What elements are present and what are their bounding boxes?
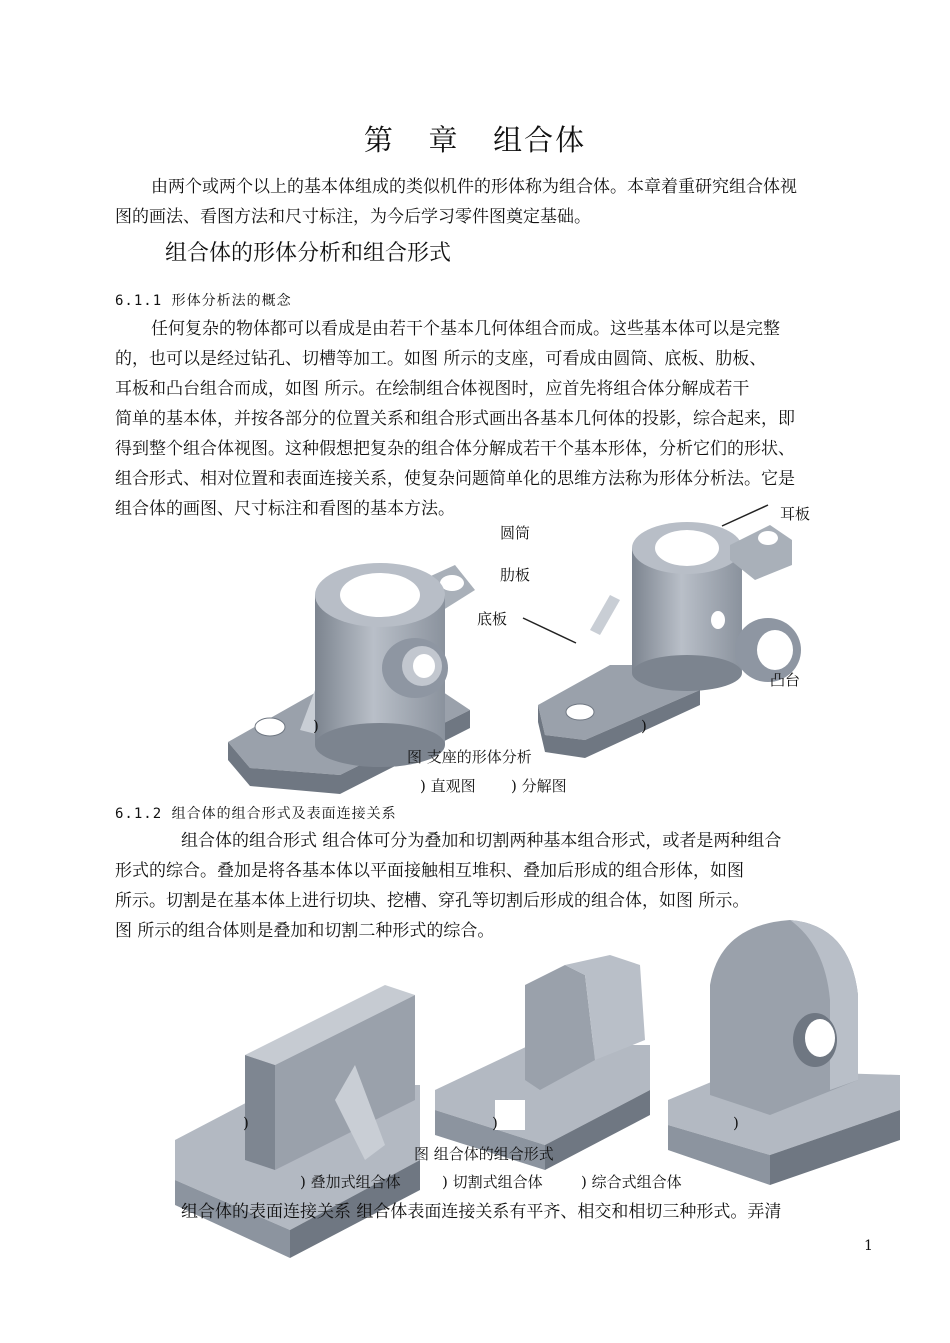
subsection-2-title: 组合体的组合形式及表面连接关系	[171, 806, 397, 822]
para1-line: 组合体的画图、尺寸标注和看图的基本方法。	[115, 499, 455, 519]
page-number: 1	[864, 1238, 873, 1254]
figure-2-subcaption-b: ) 切割式组合体	[442, 1173, 543, 1191]
label-base: 底板	[477, 610, 508, 628]
label-boss: 凸台	[770, 671, 801, 689]
subsection-2-number: 6.1.2	[115, 806, 163, 822]
subsection-1-number: 6.1.1	[115, 293, 163, 309]
subsection-1-title: 形体分析法的概念	[171, 293, 292, 309]
fig2-mark-a: )	[243, 1114, 249, 1132]
intro-line-2: 图的画法、看图方法和尺寸标注，为今后学习零件图奠定基础。	[115, 207, 591, 227]
cut-solid	[435, 955, 650, 1170]
para1-line: 任何复杂的物体都可以看成是由若干个基本几何体组合而成。这些基本体可以是完整	[151, 319, 780, 339]
chapter-word-1: 第	[363, 123, 395, 157]
figure-1-subcaption-a: ) 直观图	[420, 777, 476, 795]
para1-line: 得到整个组合体视图。这种假想把复杂的组合体分解成若干个基本形体，分析它们的形状、	[115, 439, 795, 459]
fig2-mark-c: )	[733, 1114, 739, 1132]
label-sub-b: )	[641, 717, 647, 735]
last-line: 组合体的表面连接关系 组合体表面连接关系有平齐、相交和相切三种形式。弄清	[181, 1202, 782, 1222]
para1-line: 耳板和凸台组合而成，如图 所示。在绘制组合体视图时，应首先将组合体分解成若干	[115, 379, 750, 399]
figure-2-subcaption-c: ) 综合式组合体	[581, 1173, 682, 1191]
para1-line: 简单的基本体，并按各部分的位置关系和组合形式画出各基本几何体的投影，综合起来，即	[115, 409, 795, 429]
label-ear: 耳板	[780, 505, 811, 523]
label-sub-a: )	[313, 717, 319, 735]
para2-line: 形式的综合。叠加是将各基本体以平面接触相互堆积、叠加后形成的组合形体，如图	[115, 861, 744, 881]
chapter-word-2: 章	[428, 123, 460, 157]
figure-1-caption: 图 支座的形体分析	[407, 748, 532, 766]
figure-2-subcaption-a: ) 叠加式组合体	[300, 1173, 401, 1191]
section-title: 组合体的形体分析和组合形式	[165, 241, 452, 266]
para1-line: 的，也可以是经过钻孔、切槽等加工。如图 所示的支座，可看成由圆筒、底板、肋板、	[115, 349, 767, 369]
para2-line: 图 所示的组合体则是叠加和切割二种形式的综合。	[115, 921, 495, 941]
figure-2-caption: 图 组合体的组合形式	[414, 1145, 554, 1163]
fig2-mark-b: )	[492, 1114, 498, 1132]
chapter-word-3: 组合体	[493, 123, 587, 157]
intro-line-1: 由两个或两个以上的基本体组成的类似机件的形体称为组合体。本章着重研究组合体视	[151, 177, 797, 197]
figure-1-subcaption-b: ) 分解图	[511, 777, 567, 795]
label-rib: 肋板	[500, 566, 531, 584]
para2-line: 组合体的组合形式 组合体可分为叠加和切割两种基本组合形式，或者是两种组合	[181, 831, 782, 851]
combined-solid	[668, 920, 900, 1185]
para2-line: 所示。切割是在基本体上进行切块、挖槽、穿孔等切割后形成的组合体，如图 所示。	[115, 891, 750, 911]
para1-line: 组合形式、相对位置和表面连接关系，使复杂问题简单化的思维方法称为形体分析法。它是	[115, 469, 795, 489]
label-cylinder: 圆筒	[500, 524, 531, 542]
